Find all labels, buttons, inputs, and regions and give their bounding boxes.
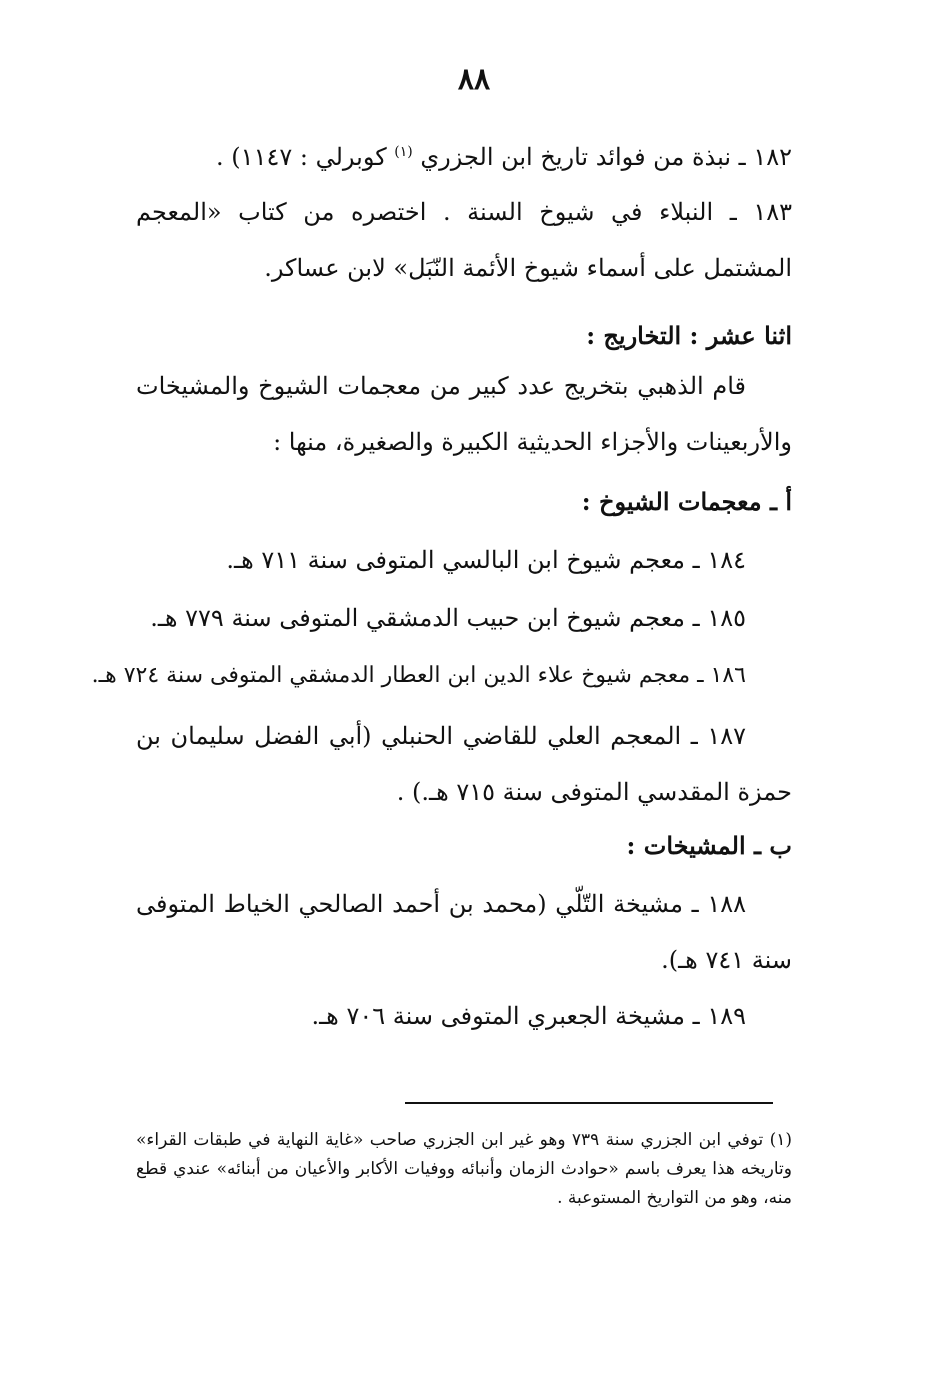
entry-189: ١٨٩ ـ مشيخة الجعبري المتوفى سنة ٧٠٦ هـ. [311,1002,746,1030]
footnote: (١) توفي ابن الجزري سنة ٧٣٩ وهو غير ابن الجزري صاحب «غاية النهاية في طبقات القراء» وتاريخه هذا يعرف باسم «حوادث الزمان وأنبائه ووفيات الأكابر والأعيان من أبنائه» عندي قطع منه، وهو من التواريخ المستوعبة . [136,1130,792,1208]
entry-183: ١٨٣ ـ النبلاء في شيوخ السنة . اختصره من كتاب «المعجم المشتمل على أسماء شيوخ الأئمة النّبَل» لابن عساكر. [136,198,792,282]
entry-184: ١٨٤ ـ معجم شيوخ ابن البالسي المتوفى سنة ٧١١ هـ. [226,546,746,574]
footnote-ref: (١) [394,144,413,160]
entry-188: ١٨٨ ـ مشيخة التّلّي (محمد بن أحمد الصالحي الخياط المتوفى سنة ٧٤١ هـ). [136,890,792,974]
entry-185: ١٨٥ ـ معجم شيوخ ابن حبيب الدمشقي المتوفى سنة ٧٧٩ هـ. [150,604,746,632]
entry-182-text: ١٨٢ ـ نبذة من فوائد تاريخ ابن الجزري [420,143,792,171]
page-number: ٨٨ [457,62,491,97]
entry-182 [216,124,792,185]
footnote-divider [405,1102,773,1104]
subheading-mashyakhat: ب ـ المشيخات : [626,831,792,860]
entry-187: ١٨٧ ـ المعجم العلي للقاضي الحنبلي (أبي الفضل سليمان بن حمزة المقدسي المتوفى سنة ٧١٥ هـ.) . [136,722,792,806]
entry-182-end: كوبرلي : ١١٤٧) . [216,143,395,171]
subheading-mujamat: أ ـ معجمات الشيوخ : [581,487,792,516]
section-heading-takharij: اثنا عشر : التخاريج : [586,321,792,350]
section-intro: قام الذهبي بتخريج عدد كبير من معجمات الشيوخ والمشيخات والأربعينات والأجزاء الحديثية الكبيرة والصغيرة، منها : [136,372,792,456]
entry-186: ١٨٦ ـ معجم شيوخ علاء الدين ابن العطار الدمشقي المتوفى سنة ٧٢٤ هـ. [91,663,746,688]
